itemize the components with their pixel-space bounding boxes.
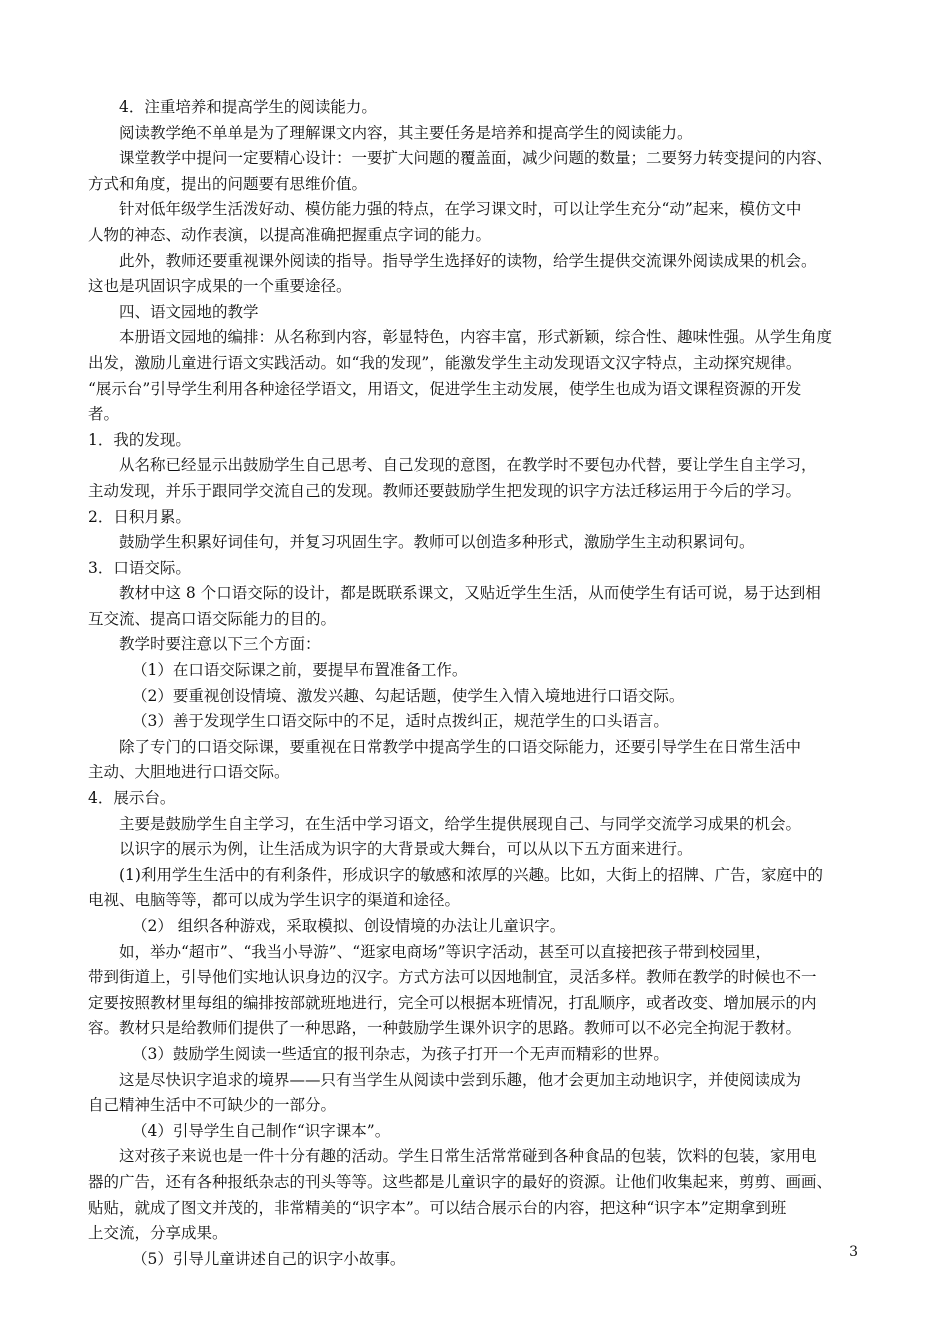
text-line: （5）引导儿童讲述自己的识字小故事。 (132, 1249, 406, 1268)
text-line: “展示台”引导学生利用各种途径学语文，用语文，促进学生主动发展，使学生也成为语文课程资源的开发 (88, 379, 802, 398)
text-line: 阅读教学绝不单单是为了理解课文内容，其主要任务是培养和提高学生的阅读能力。 (119, 123, 693, 142)
text-line: 上交流，分享成果。 (88, 1224, 228, 1243)
text-line: 教学时要注意以下三个方面： (119, 635, 321, 654)
text-line: 2．日积月累。 (88, 507, 191, 526)
text-line: 贴贴，就成了图文并茂的，非常精美的“识字本”。可以结合展示台的内容，把这种“识字本”定期拿到班 (88, 1198, 787, 1217)
text-line: 针对低年级学生活泼好动、模仿能力强的特点，在学习课文时，可以让学生充分“动”起来，模仿文中 (119, 200, 802, 219)
text-line: 这也是巩固识字成果的一个重要途径。 (88, 277, 352, 296)
text-line: 从名称已经显示出鼓励学生自己思考、自己发现的意图，在教学时不要包办代替，要让学生自主学习， (119, 456, 817, 475)
text-line: 容。教材只是给教师们提供了一种思路，一种鼓励学生课外识字的思路。教师可以不必完全拘泥于教材。 (88, 1019, 802, 1038)
document-body (88, 95, 866, 1272)
text-line: （3）鼓励学生阅读一些适宜的报刊杂志，为孩子打开一个无声而精彩的世界。 (132, 1044, 669, 1063)
text-line: 人物的神态、动作表演，以提高准确把握重点字词的能力。 (88, 225, 492, 244)
text-line: 教材中这 8 个口语交际的设计，都是既联系课文，又贴近学生生活，从而使学生有话可说，易于达到相 (119, 584, 821, 603)
text-line: （2） 组织各种游戏，采取模拟、创设情境的办法让儿童识字。 (132, 917, 566, 935)
text-line: 课堂教学中提问一定要精心设计：一要扩大问题的覆盖面，减少问题的数量；二要努力转变提问的内容、 (119, 149, 833, 168)
text-line: 定要按照教材里每组的编排按部就班地进行，完全可以根据本班情况，打乱顺序，或者改变、增加展示的内 (88, 993, 817, 1012)
text-line: 主动、大胆地进行口语交际。 (88, 763, 290, 782)
text-line: 如，举办“超市”、“我当小导游”、“逛家电商场”等识字活动，甚至可以直接把孩子带到校园里， (119, 942, 772, 961)
text-line: （4）引导学生自己制作“识字课本”。 (132, 1121, 391, 1140)
text-line: 这对孩子来说也是一件十分有趣的活动。学生日常生活常常碰到各种食品的包装，饮料的包装，家用电 (119, 1147, 817, 1166)
text-line: 1．我的发现。 (88, 430, 191, 449)
text-line: 4．展示台。 (88, 789, 176, 808)
text-line: 器的广告，还有各种报纸杂志的刊头等等。这些都是儿童识字的最好的资源。让他们收集起来，剪剪、画画、 (88, 1172, 833, 1191)
text-line: (1)利用学生生活中的有利条件，形成识字的敏感和浓厚的兴趣。比如，大街上的招牌、广告，家庭中的 (119, 865, 823, 884)
text-line: 方式和角度，提出的问题要有思维价值。 (88, 174, 368, 193)
text-line: 自己精神生活中不可缺少的一部分。 (88, 1096, 337, 1115)
text-line: 除了专门的口语交际课，要重视在日常教学中提高学生的口语交际能力，还要引导学生在日常生活中 (119, 737, 802, 756)
page-number: 3 (849, 1244, 858, 1260)
text-line: 此外，教师还要重视课外阅读的指导。指导学生选择好的读物，给学生提供交流课外阅读成果的机会。 (119, 251, 817, 270)
text-line: 四、语文园地的教学 (119, 302, 259, 321)
text-line: 3．口语交际。 (88, 558, 191, 577)
text-line: 电视、电脑等等，都可以成为学生识字的渠道和途径。 (88, 891, 461, 910)
text-line: 者。 (88, 405, 120, 424)
text-line: （2）要重视创设情境、激发兴趣、勾起话题，使学生入情入境地进行口语交际。 (132, 686, 685, 705)
text-line: 主要是鼓励学生自主学习，在生活中学习语文，给学生提供展现自己、与同学交流学习成果的机会。 (119, 814, 802, 833)
text-line: 互交流、提高口语交际能力的目的。 (88, 609, 337, 628)
text-line: 4．注重培养和提高学生的阅读能力。 (119, 98, 377, 116)
text-line: （3）善于发现学生口语交际中的不足，适时点拨纠正，规范学生的口头语言。 (132, 712, 669, 731)
text-line: 出发，激励儿童进行语文实践活动。如“我的发现”，能激发学生主动发现语文汉字特点，主动探究规律。 (88, 353, 802, 372)
text-line: 这是尽快识字追求的境界——只有当学生从阅读中尝到乐趣，他才会更加主动地识字，并使阅读成为 (119, 1070, 802, 1089)
text-line: （1）在口语交际课之前，要提早布置准备工作。 (132, 661, 468, 680)
text-line: 鼓励学生积累好词佳句，并复习巩固生字。教师可以创造多种形式，激励学生主动积累词句。 (119, 533, 755, 552)
text-line: 本册语文园地的编排：从名称到内容，彰显特色，内容丰富，形式新颖，综合性、趣味性强。从学生角度 (119, 328, 833, 347)
text-line: 以识字的展示为例，让生活成为识字的大背景或大舞台，可以从以下五方面来进行。 (119, 840, 693, 859)
text-line: 主动发现，并乐于跟同学交流自己的发现。教师还要鼓励学生把发现的识字方法迁移运用于今后的学习。 (88, 481, 802, 500)
text-line: 带到街道上，引导他们实地认识身边的汉字。方式方法可以因地制宜，灵活多样。教师在教学的时候也不一 (88, 968, 817, 987)
